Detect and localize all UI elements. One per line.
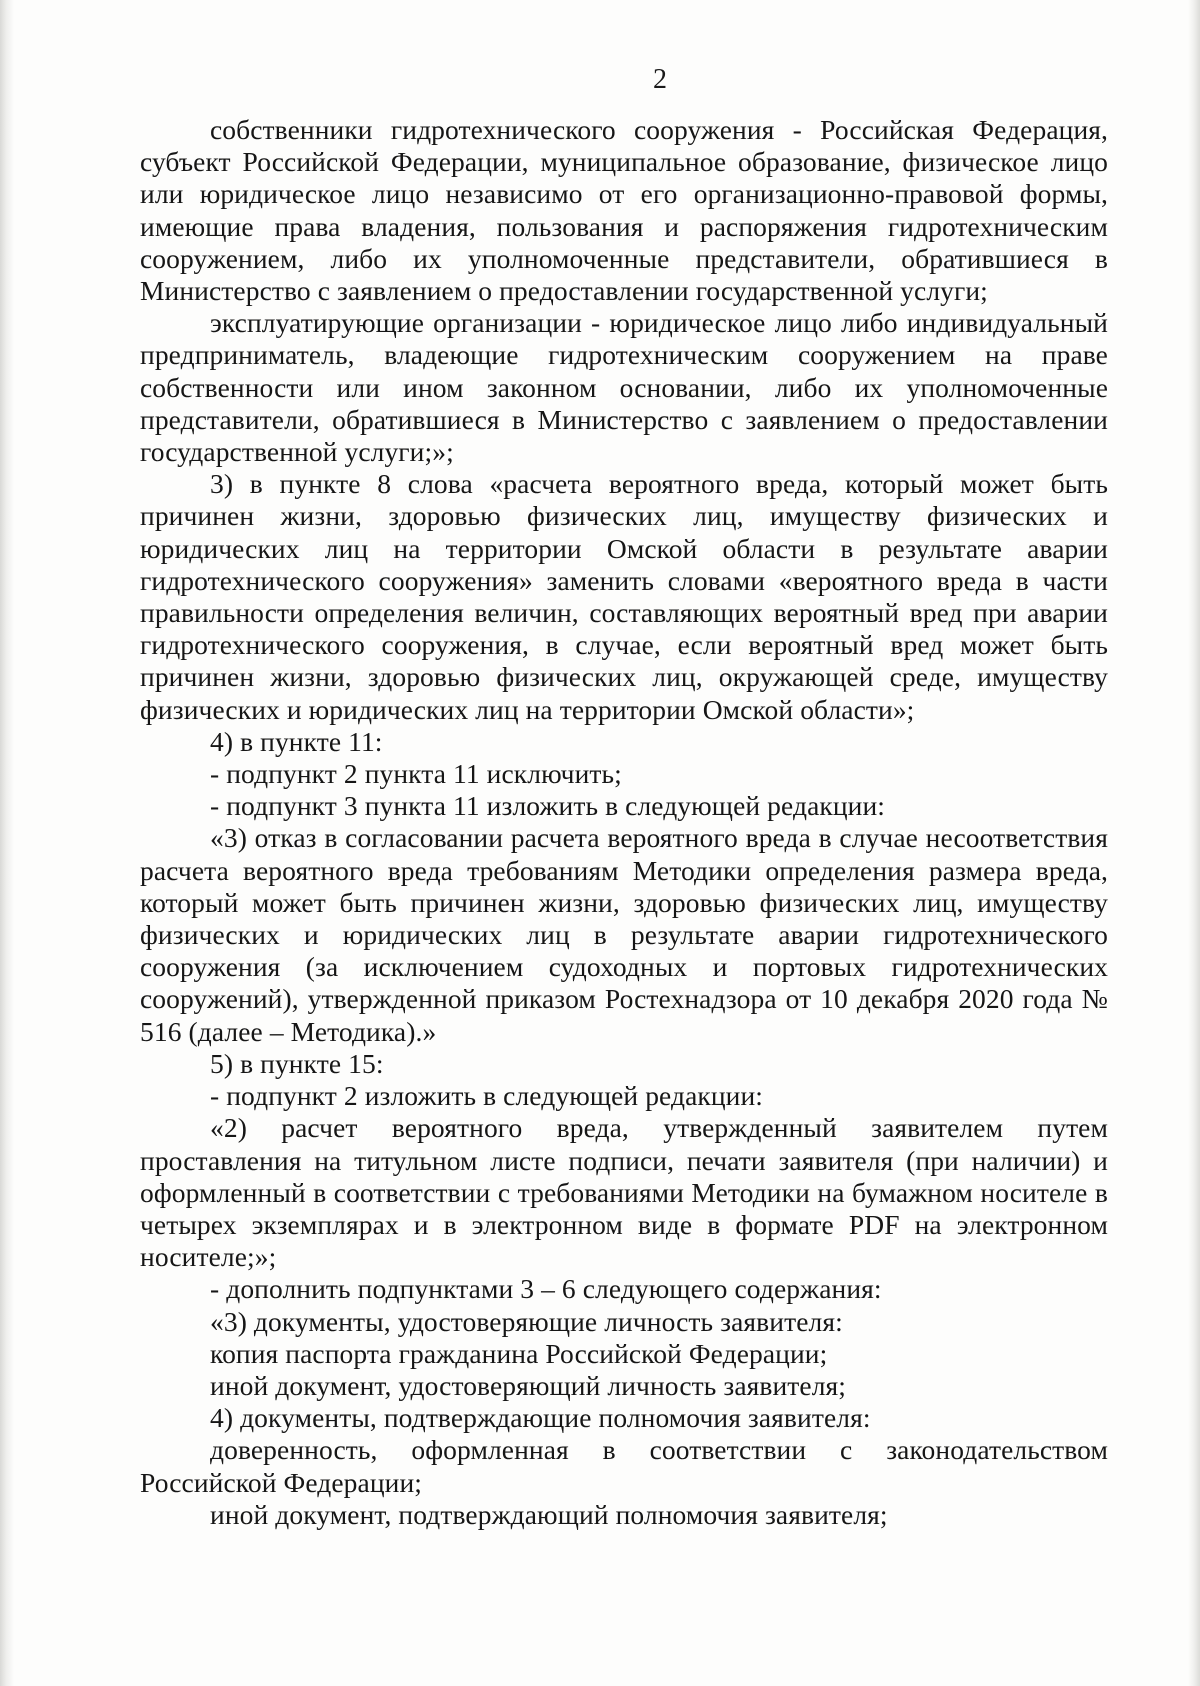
paragraph-other-authority-doc: иной документ, подтверждающий полномочия заявителя; (210, 1498, 888, 1530)
paragraph-item-5-sub-2-text: «2) расчет вероятного вреда, утвержденный заявителем путем проставления на титульном листе подписи, печати заявителя (при наличии) и оформленный в соответствии с требованиями Методики на бумажном носителе в четырех экземплярах и в электронном виде в формате PDF на электронном носителе;»; (140, 1112, 1108, 1273)
scan-edge-right (1188, 0, 1200, 1686)
paragraph-item-5-add: - дополнить подпунктами 3 – 6 следующего содержания: (210, 1273, 882, 1305)
paragraph-sub-3-identity: «3) документы, удостоверяющие личность заявителя: (210, 1305, 843, 1337)
paragraph-item-4-sub-3: - подпункт 3 пункта 11 изложить в следующей редакции: (210, 790, 886, 822)
scan-edge-left (0, 0, 14, 1686)
paragraph-item-5-sub-2: - подпункт 2 изложить в следующей редакции: (210, 1080, 764, 1112)
paragraph-item-3: 3) в пункте 8 слова «расчета вероятного вреда, который может быть причинен жизни, здоровью физических лиц, имуществу физических и юридических лиц на территории Омской области в результате аварии гидротехнического сооружения» заменить словами «вероятного вреда в части правильности определения величин, составляющих вероятный вред при аварии гидротехнического сооружения, в случае, если вероятный вред может быть причинен жизни, здоровью физических лиц, окружающей среде, имуществу физических и юридических лиц на территории Омской области»; (140, 468, 1108, 725)
paragraph-other-identity-doc: иной документ, удостоверяющий личность заявителя; (210, 1369, 847, 1401)
paragraph-owners-definition: собственники гидротехнического сооружения - Российская Федерация, субъект Российской Федерации, муниципальное образование, физическое лицо или юридическое лицо независимо от его организационно-правовой формы, имеющие права владения, пользования и распоряжения гидротехническим сооружением, либо их уполномоченные представители, обратившиеся в Министерство с заявлением о предоставлении государственной услуги; (140, 114, 1108, 307)
paragraph-item-5: 5) в пункте 15: (210, 1047, 384, 1079)
paragraph-sub-4-authority: 4) документы, подтверждающие полномочия заявителя: (210, 1402, 871, 1434)
paragraph-power-of-attorney: доверенность, оформленная в соответствии с законодательством Российской Федерации; (140, 1434, 1108, 1498)
paragraph-item-4-sub-2: - подпункт 2 пункта 11 исключить; (210, 758, 622, 790)
page-number: 2 (653, 64, 667, 95)
paragraph-item-4: 4) в пункте 11: (210, 725, 383, 757)
document-body (140, 114, 1108, 1531)
paragraph-item-4-sub-3-text: «3) отказ в согласовании расчета вероятного вреда в случае несоответствия расчета вероятного вреда требованиям Методики определения размера вреда, который может быть причинен жизни, здоровью физических лиц, имуществу физических и юридических лиц в результате аварии гидротехнического сооружения (за исключением судоходных и портовых гидротехнических сооружений), утвержденной приказом Ростехнадзора от 10 декабря 2020 года № 516 (далее – Методика).» (140, 822, 1108, 1047)
paragraph-operating-organizations: эксплуатирующие организации - юридическое лицо либо индивидуальный предприниматель, владеющие гидротехническим сооружением на праве собственности или ином законном основании, либо их уполномоченные представители, обратившиеся в Министерство с заявлением о предоставлении государственной услуги;»; (140, 307, 1108, 468)
paragraph-passport-copy: копия паспорта гражданина Российской Федерации; (210, 1337, 828, 1369)
